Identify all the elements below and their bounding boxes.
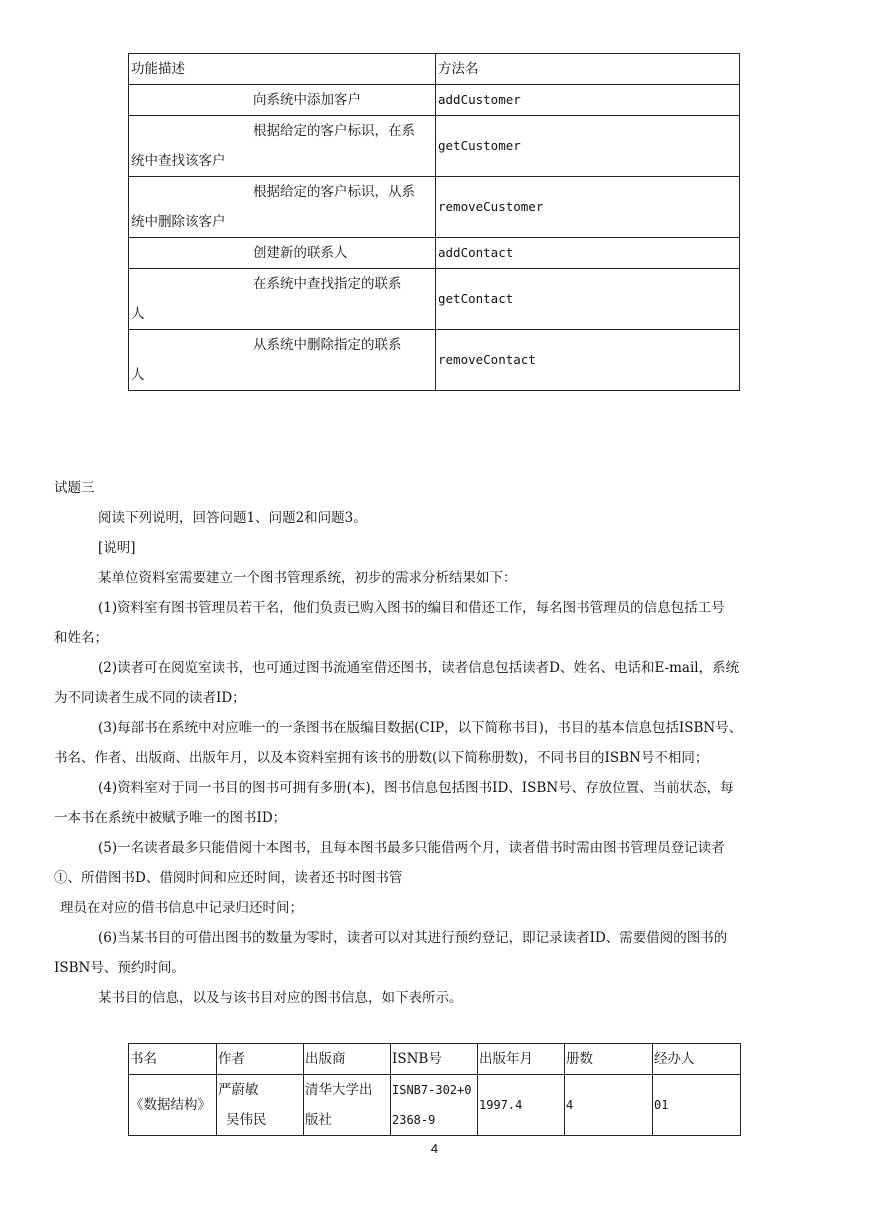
isbn-line: ISNB7-302+0 <box>392 1083 472 1097</box>
row-description: 根据给定的客户标识，在系 <box>253 123 415 139</box>
item-5-line2: ①、所借图书D、借阅时间和应还时间，读者还书时图书管 <box>54 870 403 886</box>
item-4-line2: 一本书在系统中被赋予唯一的图书ID； <box>54 810 287 826</box>
item-1-line2: 和姓名； <box>54 630 108 646</box>
methods-table <box>128 53 740 391</box>
cell-isbn <box>391 1075 478 1136</box>
item-6-line1: (6)当某书目的可借出图书的数量为零时，读者可以对其进行预约登记，即记录读者ID、需要借阅的图书的 <box>98 930 728 946</box>
author-line: 吴伟民 <box>226 1112 267 1128</box>
row-method: removeCustomer <box>436 177 740 238</box>
row-method: getCustomer <box>436 116 740 177</box>
header-book-title: 书名 <box>129 1044 217 1075</box>
table-row <box>129 85 740 116</box>
table-header-row <box>129 54 740 85</box>
table-row <box>129 1075 741 1136</box>
closing-paragraph: 某书目的信息，以及与该书目对应的图书信息，如下表所示。 <box>98 990 463 1006</box>
table-row <box>129 116 740 177</box>
row-description-cont: 人 <box>131 367 145 383</box>
row-method: removeContact <box>436 330 740 391</box>
table-row <box>129 330 740 391</box>
header-copies: 册数 <box>565 1044 653 1075</box>
item-2-line1: (2)读者可在阅览室读书，也可通过图书流通室借还图书，读者信息包括读者D、姓名、电话和E-mail，系统 <box>98 660 740 676</box>
header-isbn: ISNB号 <box>391 1044 478 1075</box>
header-handler: 经办人 <box>653 1044 741 1075</box>
intro-paragraph: 阅读下列说明，回答问题1、问题2和问题3。 <box>98 510 367 526</box>
item-6-line2: ISBN号、预约时间。 <box>54 960 185 976</box>
section-title: 试题三 <box>54 480 95 496</box>
item-2-line2: 为不同读者生成不同的读者ID； <box>54 690 246 706</box>
page-number: 4 <box>430 1141 439 1156</box>
cell-book-title: 《数据结构》 <box>129 1075 217 1136</box>
header-author: 作者 <box>217 1044 304 1075</box>
row-method: addCustomer <box>436 85 740 116</box>
cell-publisher <box>304 1075 391 1136</box>
row-method: getContact <box>436 269 740 330</box>
row-description: 从系统中删除指定的联系 <box>253 337 402 353</box>
table-row <box>129 177 740 238</box>
header-publisher: 出版商 <box>304 1044 391 1075</box>
book-table <box>128 1043 741 1136</box>
table-row <box>129 269 740 330</box>
author-line: 严蔚敏 <box>218 1082 259 1098</box>
row-description: 向系统中添加客户 <box>253 92 361 108</box>
item-5-line3: 理员在对应的借书信息中记录归还时间； <box>60 900 303 916</box>
header-publish-date: 出版年月 <box>478 1044 565 1075</box>
section-body <box>54 503 814 1013</box>
item-5-line1: (5)一名读者最多只能借阅十本图书，且每本图书最多只能借两个月，读者借书时需由图书管理员登记读者 <box>98 840 725 856</box>
isbn-line: 2368-9 <box>392 1113 436 1127</box>
table-header-row <box>129 1044 741 1075</box>
header-method-name: 方法名 <box>436 54 740 85</box>
row-description: 根据给定的客户标识，从系 <box>253 184 415 200</box>
cell-copies: 4 <box>565 1075 653 1136</box>
item-1-line1: (1)资料室有图书管理员若干名，他们负责已购入图书的编目和借还工作，每名图书管理员的信息包括工号 <box>98 600 725 616</box>
row-method: addContact <box>436 238 740 269</box>
row-description: 创建新的联系人 <box>253 245 348 261</box>
row-description-cont: 人 <box>131 306 145 322</box>
publisher-line: 版社 <box>305 1112 332 1128</box>
publisher-line: 清华大学出 <box>305 1082 373 1098</box>
row-description-cont: 统中删除该客户 <box>131 214 226 230</box>
note-label: [说明] <box>98 540 136 556</box>
cell-author <box>217 1075 304 1136</box>
header-function-description: 功能描述 <box>129 54 436 85</box>
lead-paragraph: 某单位资料室需要建立一个图书管理系统，初步的需求分析结果如下： <box>98 570 517 586</box>
item-4-line1: (4)资料室对于同一书目的图书可拥有多册(本)，图书信息包括图书ID、ISBN号、存放位置、当前状态，每 <box>98 780 734 796</box>
cell-publish-date: 1997.4 <box>478 1075 565 1136</box>
cell-handler: 01 <box>653 1075 741 1136</box>
item-3-line2: 书名、作者、出版商、出版年月，以及本资料室拥有该书的册数(以下简称册数)，不同书目的ISBN号不相同； <box>54 750 709 766</box>
table-row <box>129 238 740 269</box>
row-description: 在系统中查找指定的联系 <box>253 276 402 292</box>
item-3-line1: (3)每部书在系统中对应唯一的一条图书在版编目数据(CIP，以下简称书目)，书目的基本信息包括ISBN号、 <box>98 720 743 736</box>
row-description-cont: 统中查找该客户 <box>131 153 226 169</box>
